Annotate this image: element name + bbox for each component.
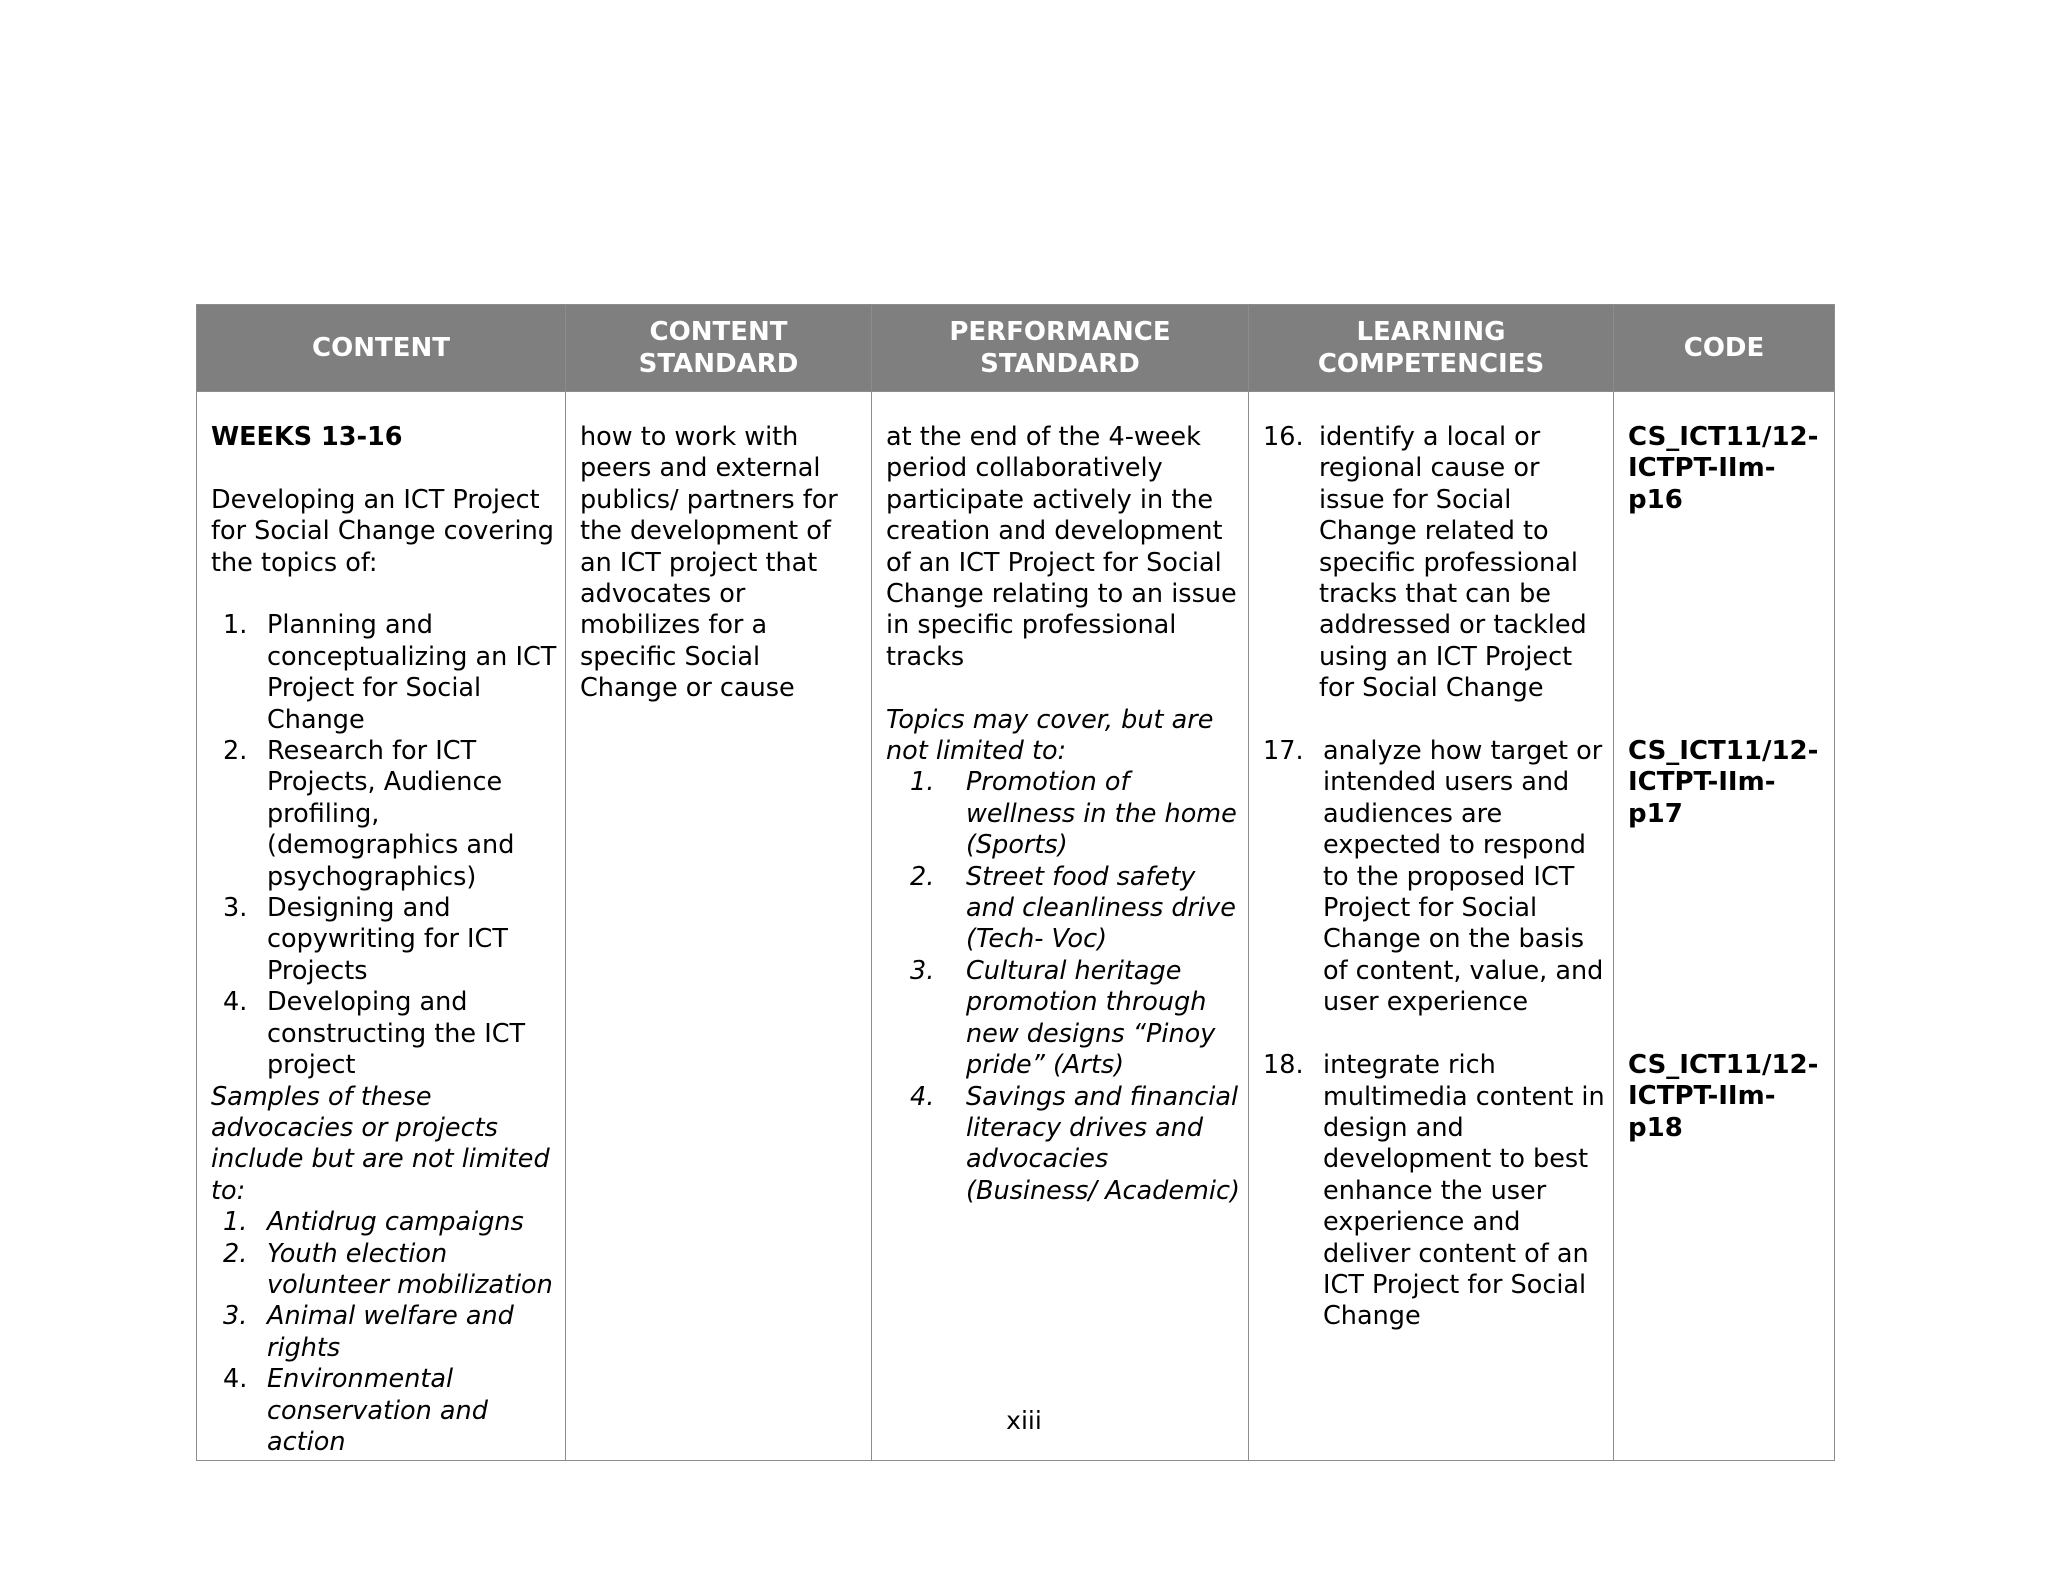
list-item: 1. Antidrug campaigns xyxy=(223,1207,524,1238)
competency-16: 16. identify a local or regional cause or issue for Social Change related to specific professional tracks that can be addressed or tackled using an ICT Project for Social Change xyxy=(1263,422,1587,704)
competency-18: 18. integrate rich multimedia content in design and development to best enhance the user experience and deliver content of an ICT Project for Social Change xyxy=(1263,1050,1605,1332)
header-content-standard: CONTENT STANDARD xyxy=(566,305,872,392)
weeks-label: WEEKS 13-16 xyxy=(211,422,403,452)
table-row xyxy=(197,392,1835,1461)
list-item: 2. Street food safety and cleanliness drive (Tech- Voc) xyxy=(910,861,1236,955)
list-item: 2. Youth election volunteer mobilization xyxy=(223,1238,553,1300)
competency-17: 17. analyze how target or intended users and audiences are expected to respond to the proposed ICT Project for Social Change on the basis of content, value, and user experience xyxy=(1263,736,1604,1018)
performance-standard-text: at the end of the 4-week period collaboratively participate actively in the creation and development of an ICT Project for Social Change relating to an issue in specific professional tracks xyxy=(886,422,1237,672)
performance-topics-intro: Topics may cover, but are not limited to: xyxy=(886,704,1214,767)
code-p17: CS_ICT11/12- ICTPT-IIm-p17 xyxy=(1628,736,1819,829)
list-item: 4. Developing and constructing the ICT project xyxy=(223,987,526,1081)
samples-intro: Samples of these advocacies or projects include but are not limited to: xyxy=(211,1081,550,1206)
list-item: 2. Research for ICT Projects, Audience profiling, (demographics and psychographics) xyxy=(223,736,515,892)
header-row xyxy=(197,305,1835,392)
list-item: 3. Cultural heritage promotion through new designs “Pinoy pride” (Arts) xyxy=(910,955,1216,1081)
header-code: CODE xyxy=(1614,305,1835,392)
performance-standard-cell xyxy=(872,392,1249,1461)
content-cell xyxy=(197,392,566,1461)
list-item: 3. Animal welfare and rights xyxy=(223,1301,514,1363)
header-content: CONTENT xyxy=(197,305,566,392)
code-p16: CS_ICT11/12- ICTPT-IIm-p16 xyxy=(1628,422,1819,515)
content-standard-text: how to work with peers and external publics/ partners for the development of an ICT project that advocates or mobilizes for a specific Social Change or cause xyxy=(580,422,838,704)
performance-topics-list xyxy=(886,767,1240,1207)
list-item: 3. Designing and copywriting for ICT Projects xyxy=(223,893,508,986)
curriculum-table xyxy=(196,304,1835,1461)
list-item: 1. Planning and conceptualizing an ICT Project for Social Change xyxy=(223,610,557,735)
list-item: 1. Promotion of wellness in the home (Sports) xyxy=(910,767,1237,861)
list-item: 4. Savings and financial literacy drives and advocacies (Business/ Academic) xyxy=(910,1081,1240,1206)
list-item: 4. Environmental conservation and action xyxy=(223,1364,488,1457)
competencies-cell xyxy=(1249,392,1614,1461)
header-learning-competencies: LEARNING COMPETENCIES xyxy=(1249,305,1614,392)
code-p18: CS_ICT11/12- ICTPT-IIm-p18 xyxy=(1628,1050,1819,1143)
code-cell xyxy=(1614,392,1835,1461)
page-number: xiii xyxy=(1006,1406,1042,1435)
content-standard-cell xyxy=(566,392,872,1461)
content-intro: Developing an ICT Project for Social Change covering the topics of: xyxy=(211,484,554,578)
header-performance-standard: PERFORMANCE STANDARD xyxy=(872,305,1249,392)
content-topics-list xyxy=(211,610,557,1081)
